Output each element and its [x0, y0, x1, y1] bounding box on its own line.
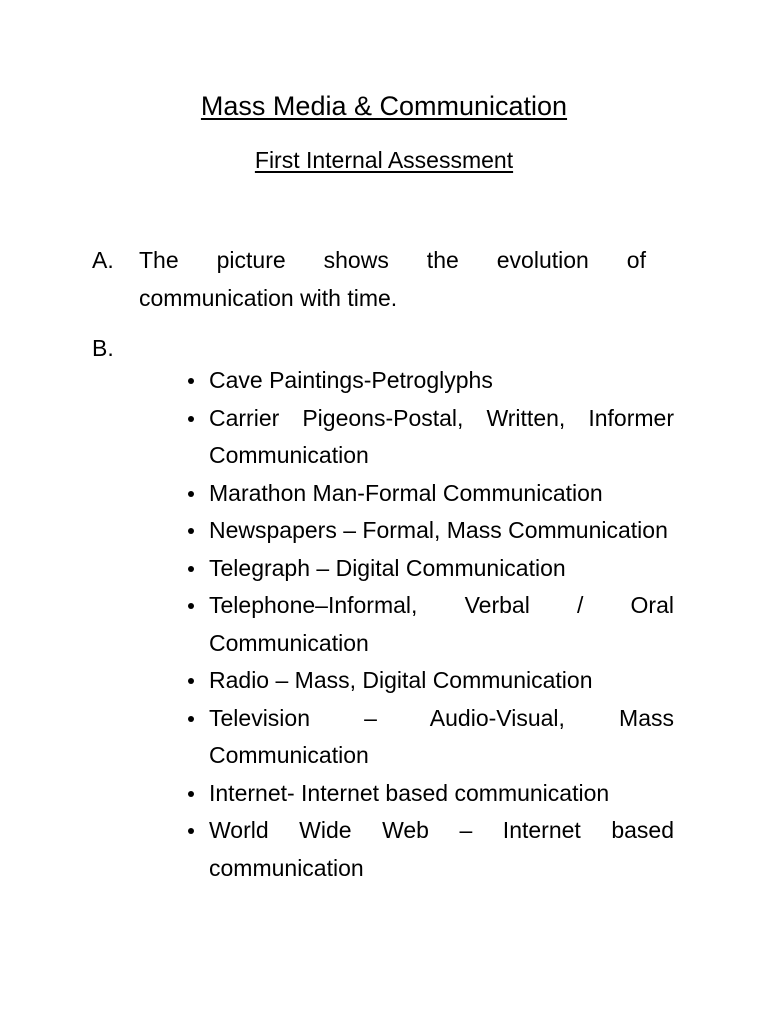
list-item: Telegraph – Digital Communication: [186, 550, 674, 588]
section-a-marker: A.: [92, 247, 114, 273]
list-item: Telephone–Informal, Verbal / Oral Communication: [186, 587, 674, 662]
list-item: Television – Audio-Visual, Mass Communication: [186, 700, 674, 775]
document-title: Mass Media & Communication: [200, 91, 568, 121]
list-item: Radio – Mass, Digital Communication: [186, 662, 674, 700]
list-item: Cave Paintings-Petroglyphs: [186, 362, 674, 400]
section-b-list: [186, 362, 674, 887]
document-subtitle: First Internal Assessment: [254, 147, 514, 173]
list-item: Marathon Man-Formal Communication: [186, 475, 674, 513]
list-item: Internet- Internet based communication: [186, 775, 674, 813]
section-b-marker: B.: [92, 335, 114, 361]
list-item: World Wide Web – Internet based communication: [186, 812, 674, 887]
list-item: Carrier Pigeons-Postal, Written, Informer Communication: [186, 400, 674, 475]
section-a-answer: The picture shows the evolution of communication with time.: [139, 247, 646, 311]
section-a: [92, 242, 652, 317]
list-item: Newspapers – Formal, Mass Communication: [186, 512, 674, 550]
